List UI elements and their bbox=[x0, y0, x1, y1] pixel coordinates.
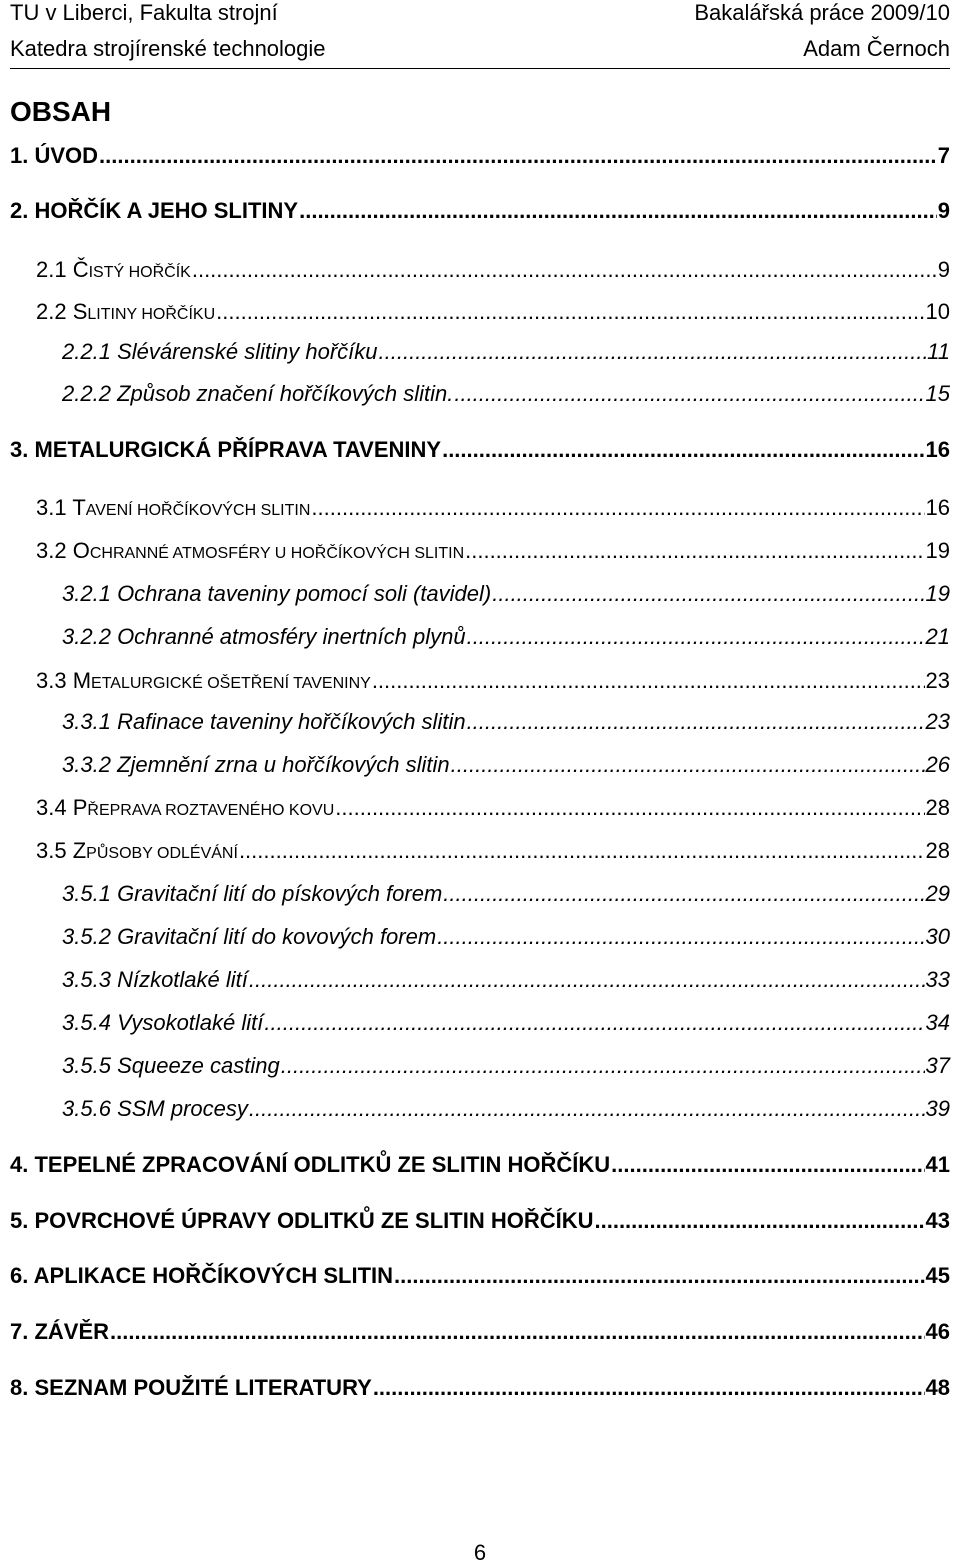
toc-entry-2-2[interactable]: 2.2 SLITINY HOŘČÍKU ..... 10 bbox=[36, 298, 950, 329]
toc-page: 19 bbox=[925, 538, 950, 563]
toc-page: 29 bbox=[925, 881, 950, 906]
header-rule bbox=[10, 68, 950, 69]
header-university: TU v Liberci, Fakulta strojní bbox=[10, 0, 278, 25]
header-thesis: Bakalářská práce 2009/10 bbox=[694, 0, 950, 25]
toc-page: 19 bbox=[925, 581, 950, 606]
toc-entry-3-3[interactable]: 3.3 METALURGICKÉ OŠETŘENÍ TAVENINY ..... 23 bbox=[36, 667, 950, 698]
toc-entry-6[interactable]: 6. APLIKACE HOŘČÍKOVÝCH SLITIN ..... 45 bbox=[10, 1262, 950, 1290]
toc-page: 34 bbox=[925, 1010, 950, 1035]
toc-entry-3-2-2[interactable]: 3.2.2 Ochranné atmosféry inertních plynů ..... 21 bbox=[62, 623, 950, 651]
toc-entry-3-2[interactable]: 3.2 OCHRANNÉ ATMOSFÉRY U HOŘČÍKOVÝCH SLITIN ..... 19 bbox=[36, 537, 950, 568]
toc-page: 23 bbox=[925, 709, 950, 734]
toc-page: 43 bbox=[925, 1208, 950, 1233]
toc-entry-3-5-3[interactable]: 3.5.3 Nízkotlaké lití ..... 33 bbox=[62, 966, 950, 994]
toc-entry-1[interactable]: 1. ÚVOD ..... 7 bbox=[10, 142, 950, 170]
toc-entry-8[interactable]: 8. SEZNAM POUŽITÉ LITERATURY ..... 48 bbox=[10, 1374, 950, 1402]
toc-page: 26 bbox=[925, 752, 950, 777]
running-header-bottom bbox=[10, 36, 950, 62]
toc-page: 37 bbox=[925, 1053, 950, 1078]
toc-page: 16 bbox=[925, 495, 950, 520]
toc-entry-2-2-2[interactable]: 2.2.2 Způsob značení hořčíkových slitin. ..... 15 bbox=[62, 380, 950, 408]
toc-entry-3-1[interactable]: 3.1 TAVENÍ HOŘČÍKOVÝCH SLITIN ..... 16 bbox=[36, 494, 950, 525]
toc-page: 7 bbox=[937, 143, 950, 168]
toc-entry-7[interactable]: 7. ZÁVĚR ..... 46 bbox=[10, 1318, 950, 1346]
toc-entry-3[interactable]: 3. METALURGICKÁ PŘÍPRAVA TAVENINY ..... 16 bbox=[10, 436, 950, 464]
toc-page: 45 bbox=[925, 1263, 950, 1288]
toc-page: 21 bbox=[925, 624, 950, 649]
toc-entry-3-5-5[interactable]: 3.5.5 Squeeze casting ..... 37 bbox=[62, 1052, 950, 1080]
header-department: Katedra strojírenské technologie bbox=[10, 36, 326, 61]
toc-entry-4[interactable]: 4. TEPELNÉ ZPRACOVÁNÍ ODLITKŮ ZE SLITIN HOŘČÍKU ..... 41 bbox=[10, 1151, 950, 1179]
header-author: Adam Černoch bbox=[803, 36, 950, 61]
toc-entry-3-3-2[interactable]: 3.3.2 Zjemnění zrna u hořčíkových slitin ..... 26 bbox=[62, 751, 950, 779]
toc-entry-3-5-6[interactable]: 3.5.6 SSM procesy ..... 39 bbox=[62, 1095, 950, 1123]
toc-page: 28 bbox=[925, 838, 950, 863]
toc-page: 39 bbox=[925, 1096, 950, 1121]
toc-page: 9 bbox=[937, 198, 950, 223]
toc-page: 41 bbox=[925, 1152, 950, 1177]
toc-entry-3-5-1[interactable]: 3.5.1 Gravitační lití do pískových forem ..... 29 bbox=[62, 880, 950, 908]
toc-page: 10 bbox=[925, 299, 950, 324]
toc-page: 15 bbox=[925, 381, 950, 406]
toc-page: 23 bbox=[925, 668, 950, 693]
toc-page: 28 bbox=[925, 795, 950, 820]
running-header-top bbox=[10, 0, 950, 26]
toc-page: 9 bbox=[937, 257, 950, 282]
toc-entry-2-1[interactable]: 2.1 ČISTÝ HOŘČÍK ..... 9 bbox=[36, 256, 950, 287]
toc-entry-2-2-1[interactable]: 2.2.1 Slévárenské slitiny hořčíku ..... 11 bbox=[62, 338, 950, 366]
toc-entry-3-3-1[interactable]: 3.3.1 Rafinace taveniny hořčíkových slitin ..... 23 bbox=[62, 708, 950, 736]
toc-page: 48 bbox=[925, 1375, 950, 1400]
toc-title: OBSAH bbox=[10, 96, 112, 127]
toc-entry-5[interactable]: 5. POVRCHOVÉ ÚPRAVY ODLITKŮ ZE SLITIN HOŘČÍKU ..... 43 bbox=[10, 1207, 950, 1235]
toc-page: 33 bbox=[925, 967, 950, 992]
toc-entry-3-5[interactable]: 3.5 ZPŮSOBY ODLÉVÁNÍ ..... 28 bbox=[36, 837, 950, 868]
toc-entry-2[interactable]: 2. HOŘČÍK A JEHO SLITINY ..... 9 bbox=[10, 197, 950, 225]
toc-entry-3-5-4[interactable]: 3.5.4 Vysokotlaké lití ..... 34 bbox=[62, 1009, 950, 1037]
page-number: 6 bbox=[473, 1540, 487, 1565]
toc-page: 11 bbox=[927, 339, 950, 364]
toc-entry-3-2-1[interactable]: 3.2.1 Ochrana taveniny pomocí soli (tavidel) ..... 19 bbox=[62, 580, 950, 608]
toc-page: 16 bbox=[925, 437, 950, 462]
toc-page: 46 bbox=[925, 1319, 950, 1344]
toc-entry-3-5-2[interactable]: 3.5.2 Gravitační lití do kovových forem ..... 30 bbox=[62, 923, 950, 951]
toc-entry-3-4[interactable]: 3.4 PŘEPRAVA ROZTAVENÉHO KOVU ..... 28 bbox=[36, 794, 950, 825]
toc-page: 30 bbox=[925, 924, 950, 949]
